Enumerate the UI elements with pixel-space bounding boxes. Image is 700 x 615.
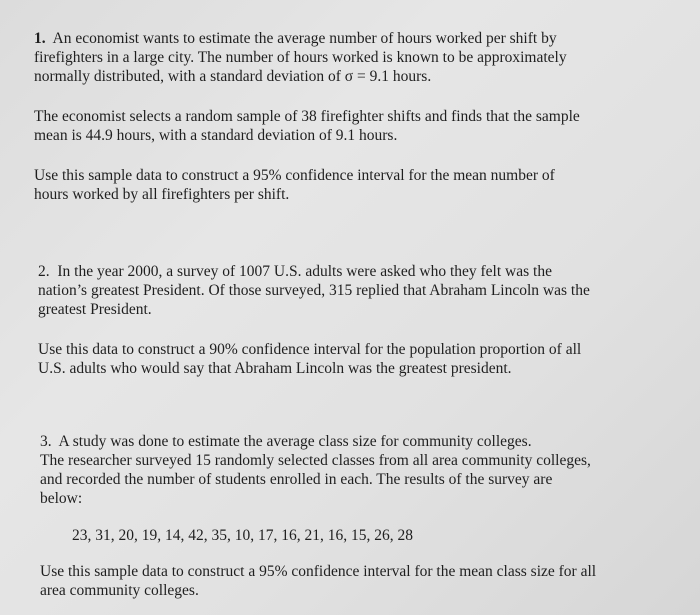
q3-task: Use this sample data to construct a 95% confidence interval for the mean class size for all area community colleges. [40, 563, 597, 599]
q3-data-values: 23, 31, 20, 19, 14, 42, 35, 10, 17, 16, 21, 16, 15, 26, 28 [72, 527, 413, 544]
q1-task: Use this sample data to construct a 95% confidence interval for the mean number of hours worked by all firefighters per shift. [34, 167, 555, 203]
q3-number: 3. [40, 433, 52, 450]
q2-number: 2. [38, 263, 50, 280]
q3-intro: 3. A study was done to estimate the average class size for community colleges. The researcher surveyed 15 randomly selected classes from all area community colleges, and recorded the number of students enrolled in each. The results of the survey are below: [40, 433, 591, 507]
q1-intro: 1. An economist wants to estimate the average number of hours worked per shift by firefighters in a large city. The number of hours worked is known to be approximately normally distributed, with a standard deviation of σ = 9.1 hours. [34, 30, 567, 85]
q1-number: 1. [34, 30, 46, 47]
q2-intro: 2. In the year 2000, a survey of 1007 U.S. adults were asked who they felt was the nation’s greatest President. Of those surveyed, 315 replied that Abraham Lincoln was the greatest President. [38, 263, 590, 318]
q2-task: Use this data to construct a 90% confidence interval for the population proportion of all U.S. adults who would say that Abraham Lincoln was the greatest president. [38, 341, 582, 377]
q1-sample: The economist selects a random sample of 38 firefighter shifts and finds that the sample mean is 44.9 hours, with a standard deviation of 9.1 hours. [34, 108, 580, 144]
